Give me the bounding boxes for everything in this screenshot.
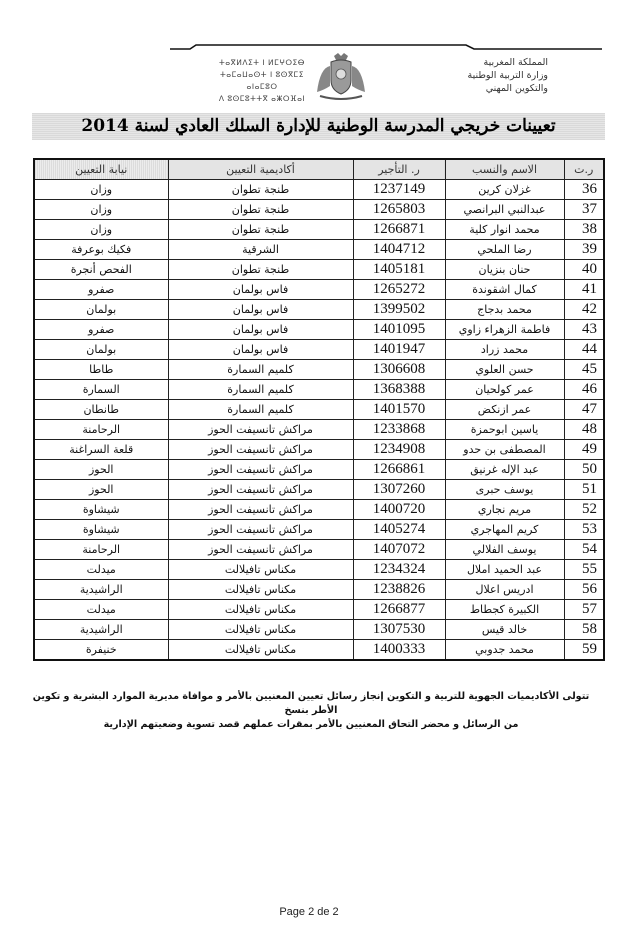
table-cell-name: الكبيرة كجطاط <box>445 600 564 620</box>
table-cell-name: يوسف حبرى <box>445 480 564 500</box>
table-row <box>34 280 604 300</box>
table-cell-academy: الشرقية <box>168 240 353 260</box>
column-header-delegation: نيابة التعيين <box>34 159 168 180</box>
table-cell-academy: فاس بولمان <box>168 320 353 340</box>
ministry-name-arabic <box>430 56 548 95</box>
table-cell-delegation: صفرو <box>34 320 168 340</box>
page-number: Page 2 de 2 <box>279 906 339 918</box>
table-cell-rank: 49 <box>564 440 604 460</box>
table-cell-rank: 43 <box>564 320 604 340</box>
table-cell-delegation: فكيك بوعرفة <box>34 240 168 260</box>
table-row <box>34 240 604 260</box>
table-cell-payroll: 1233868 <box>353 420 445 440</box>
table-cell-name: كريم المهاجري <box>445 520 564 540</box>
table-cell-delegation: شيشاوة <box>34 520 168 540</box>
table-cell-delegation: صفرو <box>34 280 168 300</box>
table-cell-payroll: 1307530 <box>353 620 445 640</box>
table-cell-payroll: 1400333 <box>353 640 445 661</box>
table-cell-name: عبد الإله غرنيق <box>445 460 564 480</box>
page-title: تعيينات خريجي المدرسة الوطنية للإدارة السلك العادي لسنة 2014 <box>32 113 605 140</box>
table-cell-payroll: 1266871 <box>353 220 445 240</box>
table-row <box>34 500 604 520</box>
table-cell-rank: 50 <box>564 460 604 480</box>
table-cell-payroll: 1401947 <box>353 340 445 360</box>
table-cell-delegation: شيشاوة <box>34 500 168 520</box>
table-row <box>34 400 604 420</box>
table-cell-payroll: 1234908 <box>353 440 445 460</box>
ministry-name-tifinagh <box>212 57 312 105</box>
table-cell-delegation: ميدلت <box>34 600 168 620</box>
table-cell-payroll: 1265803 <box>353 200 445 220</box>
table-cell-name: كمال اشقوندة <box>445 280 564 300</box>
table-cell-academy: فاس بولمان <box>168 280 353 300</box>
table-cell-rank: 58 <box>564 620 604 640</box>
table-cell-academy: مكناس تافيلالت <box>168 560 353 580</box>
footnote-line: تتولى الأكاديميات الجهوية للتربية و التكوين إنجاز رسائل تعيين المعنيين بالأمر و موافاة مديرية الموارد البشرية و تكوين الأطر بنسخ <box>32 691 590 716</box>
table-cell-academy: مكناس تافيلالت <box>168 600 353 620</box>
table-row <box>34 260 604 280</box>
table-cell-payroll: 1405274 <box>353 520 445 540</box>
table-cell-academy: طنجة تطوان <box>168 220 353 240</box>
table-cell-academy: مراكش تانسيفت الحوز <box>168 420 353 440</box>
ministry-line: ⵜⴰⵎⴰⵡⴰⵙⵜ ⵏ ⵓⵙⴳⵎⵉ ⴰⵏⴰⵎⵓⵔ <box>220 70 304 91</box>
table-cell-name: خالد قيس <box>445 620 564 640</box>
table-cell-delegation: بولمان <box>34 300 168 320</box>
table-cell-rank: 41 <box>564 280 604 300</box>
table-cell-rank: 37 <box>564 200 604 220</box>
table-cell-delegation: الحوز <box>34 460 168 480</box>
table-cell-academy: كلميم السمارة <box>168 360 353 380</box>
table-cell-delegation: طاطا <box>34 360 168 380</box>
assignments-table <box>33 158 605 661</box>
ministry-line: ⴷ ⵓⵙⵎⵓⵜⵜⴳ ⴰⵥⵔⴼⴰⵏ <box>218 94 306 103</box>
table-row <box>34 460 604 480</box>
table-cell-payroll: 1307260 <box>353 480 445 500</box>
table-cell-payroll: 1401095 <box>353 320 445 340</box>
table-cell-name: عبد الحميد املال <box>445 560 564 580</box>
column-header-rank: ر.ت <box>564 159 604 180</box>
table-cell-name: محمد انوار كلية <box>445 220 564 240</box>
table-cell-payroll: 1234324 <box>353 560 445 580</box>
table-cell-name: المصطفى بن حدو <box>445 440 564 460</box>
table-cell-delegation: الرحامنة <box>34 540 168 560</box>
table-row <box>34 520 604 540</box>
table-cell-payroll: 1266861 <box>353 460 445 480</box>
table-cell-rank: 40 <box>564 260 604 280</box>
table-cell-academy: طنجة تطوان <box>168 260 353 280</box>
table-row <box>34 200 604 220</box>
table-cell-academy: مراكش تانسيفت الحوز <box>168 440 353 460</box>
table-cell-rank: 55 <box>564 560 604 580</box>
ministry-line: وزارة التربية الوطنية <box>467 70 548 81</box>
table-row <box>34 440 604 460</box>
table-row <box>34 540 604 560</box>
table-cell-delegation: قلعة السراغنة <box>34 440 168 460</box>
table-cell-delegation: الفحص أنجرة <box>34 260 168 280</box>
table-cell-delegation: وزان <box>34 220 168 240</box>
table-cell-name: مريم نجاري <box>445 500 564 520</box>
footnote <box>28 690 594 732</box>
table-cell-name: حسن العلوي <box>445 360 564 380</box>
table-cell-delegation: وزان <box>34 200 168 220</box>
table-cell-academy: فاس بولمان <box>168 340 353 360</box>
header-rule <box>0 0 618 60</box>
table-cell-name: فاطمة الزهراء زاوي <box>445 320 564 340</box>
table-cell-academy: فاس بولمان <box>168 300 353 320</box>
table-cell-name: رضا الملحي <box>445 240 564 260</box>
table-cell-name: محمد زراد <box>445 340 564 360</box>
table-cell-delegation: الراشيدية <box>34 620 168 640</box>
table-cell-rank: 52 <box>564 500 604 520</box>
table-cell-payroll: 1404712 <box>353 240 445 260</box>
table-cell-delegation: وزان <box>34 180 168 200</box>
column-header-name: الاسم والنسب <box>445 159 564 180</box>
ministry-line: المملكة المغربية <box>483 57 548 68</box>
footnote-line: من الرسائل و محضر التحاق المعنيين بالأمر بمقرات عملهم قصد تسوية وضعيتهم الإدارية <box>103 719 519 730</box>
table-row <box>34 600 604 620</box>
table-cell-academy: طنجة تطوان <box>168 180 353 200</box>
table-cell-rank: 44 <box>564 340 604 360</box>
table-row <box>34 340 604 360</box>
table-cell-name: ادريس اعلال <box>445 580 564 600</box>
table-cell-payroll: 1401570 <box>353 400 445 420</box>
table-cell-academy: مراكش تانسيفت الحوز <box>168 520 353 540</box>
table-cell-payroll: 1266877 <box>353 600 445 620</box>
table-cell-name: يوسف الفلالي <box>445 540 564 560</box>
ministry-line: والتكوين المهني <box>485 83 548 94</box>
table-cell-rank: 59 <box>564 640 604 661</box>
table-cell-rank: 46 <box>564 380 604 400</box>
table-cell-name: عمر كولحيان <box>445 380 564 400</box>
table-cell-payroll: 1400720 <box>353 500 445 520</box>
table-cell-delegation: طانطان <box>34 400 168 420</box>
table-cell-rank: 51 <box>564 480 604 500</box>
table-row <box>34 220 604 240</box>
table-cell-academy: مكناس تافيلالت <box>168 620 353 640</box>
table-cell-rank: 36 <box>564 180 604 200</box>
table-cell-delegation: الرحامنة <box>34 420 168 440</box>
table-cell-academy: مكناس تافيلالت <box>168 580 353 600</box>
table-row <box>34 640 604 661</box>
table-cell-academy: مراكش تانسيفت الحوز <box>168 480 353 500</box>
table-cell-payroll: 1399502 <box>353 300 445 320</box>
table-row <box>34 180 604 200</box>
table-cell-academy: مراكش تانسيفت الحوز <box>168 540 353 560</box>
table-cell-payroll: 1238826 <box>353 580 445 600</box>
table-cell-name: ياسين ابوحمزة <box>445 420 564 440</box>
table-header-row <box>34 159 604 180</box>
table-cell-rank: 45 <box>564 360 604 380</box>
table-row <box>34 480 604 500</box>
table-cell-payroll: 1405181 <box>353 260 445 280</box>
table-cell-payroll: 1237149 <box>353 180 445 200</box>
table-cell-delegation: بولمان <box>34 340 168 360</box>
table-cell-delegation: ميدلت <box>34 560 168 580</box>
table-cell-academy: كلميم السمارة <box>168 400 353 420</box>
table-cell-rank: 56 <box>564 580 604 600</box>
table-cell-academy: كلميم السمارة <box>168 380 353 400</box>
table-cell-payroll: 1368388 <box>353 380 445 400</box>
table-cell-delegation: الحوز <box>34 480 168 500</box>
table-row <box>34 620 604 640</box>
table-cell-name: غزلان كرين <box>445 180 564 200</box>
table-row <box>34 380 604 400</box>
table-cell-rank: 39 <box>564 240 604 260</box>
table-cell-name: محمد جدوبي <box>445 640 564 661</box>
table-cell-rank: 48 <box>564 420 604 440</box>
table-cell-delegation: السمارة <box>34 380 168 400</box>
table-cell-name: حنان بنزيان <box>445 260 564 280</box>
table-cell-rank: 42 <box>564 300 604 320</box>
table-cell-academy: مكناس تافيلالت <box>168 640 353 661</box>
table-cell-payroll: 1407072 <box>353 540 445 560</box>
table-cell-name: عبدالنبي البرانصي <box>445 200 564 220</box>
table-row <box>34 320 604 340</box>
table-cell-rank: 47 <box>564 400 604 420</box>
table-cell-payroll: 1306608 <box>353 360 445 380</box>
table-row <box>34 300 604 320</box>
table-cell-rank: 53 <box>564 520 604 540</box>
table-row <box>34 580 604 600</box>
table-row <box>34 420 604 440</box>
table-cell-academy: طنجة تطوان <box>168 200 353 220</box>
table-row <box>34 560 604 580</box>
table-cell-name: محمد بدجاج <box>445 300 564 320</box>
table-cell-academy: مراكش تانسيفت الحوز <box>168 500 353 520</box>
table-cell-delegation: خنيفرة <box>34 640 168 661</box>
table-cell-rank: 54 <box>564 540 604 560</box>
table-cell-academy: مراكش تانسيفت الحوز <box>168 460 353 480</box>
table-cell-rank: 38 <box>564 220 604 240</box>
table-cell-payroll: 1265272 <box>353 280 445 300</box>
moroccan-coat-of-arms-icon <box>314 52 368 102</box>
table-cell-name: عمر ازنكض <box>445 400 564 420</box>
column-header-academy: أكاديمية التعيين <box>168 159 353 180</box>
column-header-payroll: ر. التأجير <box>353 159 445 180</box>
ministry-line: ⵜⴰⴳⵍⴷⵉⵜ ⵏ ⵍⵎⵖⵔⵉⴱ <box>219 58 305 67</box>
table-cell-rank: 57 <box>564 600 604 620</box>
table-cell-delegation: الراشيدية <box>34 580 168 600</box>
table-row <box>34 360 604 380</box>
